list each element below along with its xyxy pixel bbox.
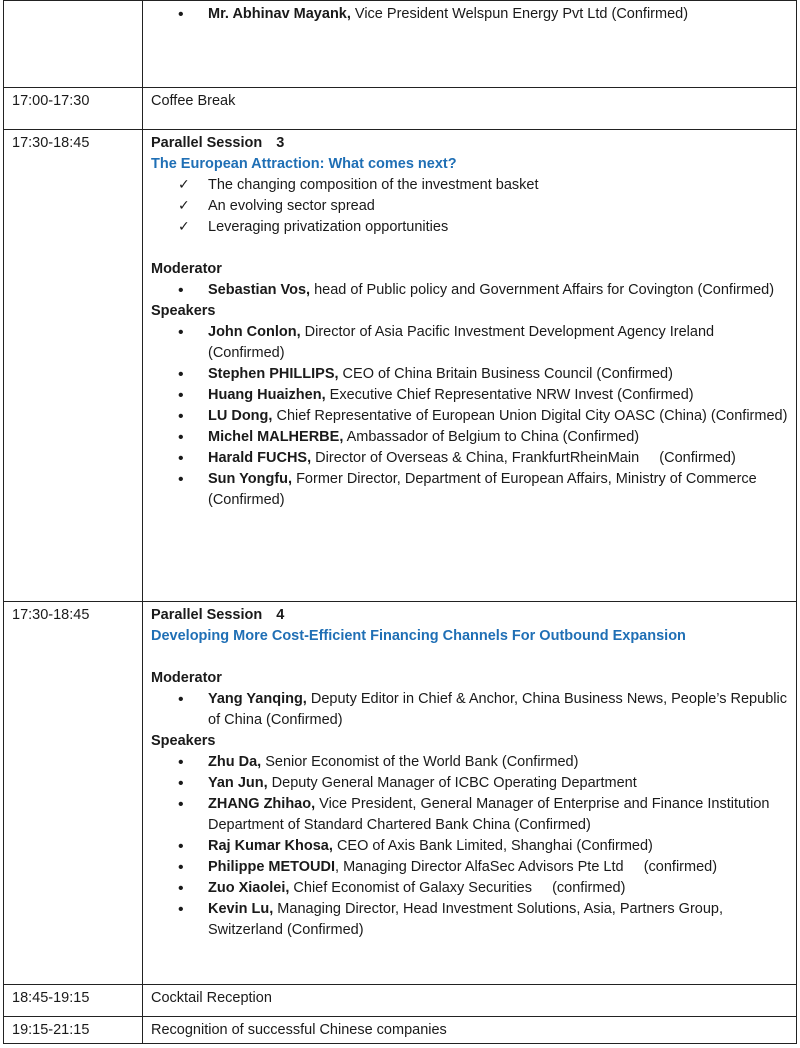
speaker-desc: Executive Chief Representative NRW Invest (Confirmed) — [329, 387, 694, 403]
agenda-row-session-3 — [4, 130, 797, 602]
speaker-name: Harald FUCHS, — [208, 450, 312, 466]
agenda-row-session-4 — [4, 602, 797, 985]
speaker-desc: Deputy Editor in Chief & Anchor, China Business News, People’s Republic of China (Confirmed) — [208, 691, 787, 728]
speaker-list — [151, 322, 790, 511]
time-cell — [4, 1, 143, 88]
speaker-name: Huang Huaizhen, — [208, 387, 326, 403]
speaker-desc: Senior Economist of the World Bank (Confirmed) — [265, 754, 579, 770]
session-text: Recognition of successful Chinese companies — [143, 1017, 797, 1044]
speaker-item — [151, 836, 790, 857]
speaker-name: Raj Kumar Khosa, — [208, 838, 333, 854]
speaker-name: LU Dong, — [208, 408, 273, 424]
topic-item: ✓ Leveraging privatization opportunities — [151, 217, 790, 238]
speakers-heading: Speakers — [151, 733, 216, 749]
speaker-desc: Vice President, General Manager of Enterprise and Finance Institution Department of Standard Chartered Bank China (Confirmed) — [208, 796, 770, 833]
agenda-row-cocktail — [4, 985, 797, 1017]
speaker-desc: Director of Overseas & China, FrankfurtRheinMain (Confirmed) — [315, 450, 736, 466]
speaker-name: John Conlon, — [208, 324, 301, 340]
moderator-list — [151, 280, 790, 301]
time-cell: 18:45-19:15 — [4, 985, 143, 1017]
speaker-item — [151, 857, 790, 878]
speaker-list — [151, 4, 790, 25]
speaker-desc: Former Director, Department of European Affairs, Ministry of Commerce (Confirmed) — [208, 471, 757, 508]
speaker-desc: Vice President Welspun Energy Pvt Ltd (Confirmed) — [354, 6, 689, 22]
speaker-name: Michel MALHERBE, — [208, 429, 344, 445]
session-heading — [151, 133, 790, 154]
content-cell — [143, 602, 797, 985]
speaker-name: Kevin Lu, — [208, 901, 274, 917]
speaker-name: Stephen PHILLIPS, — [208, 366, 339, 382]
speaker-name: Zhu Da, — [208, 754, 262, 770]
session-title: Developing More Cost-Efficient Financing Channels For Outbound Expansion — [151, 628, 686, 644]
speaker-item — [151, 406, 790, 427]
speaker-item — [151, 427, 790, 448]
speaker-item — [151, 364, 790, 385]
speakers-heading: Speakers — [151, 303, 216, 319]
speaker-desc: , Managing Director AlfaSec Advisors Pte Ltd (confirmed) — [335, 859, 718, 875]
time-cell: 19:15-21:15 — [4, 1017, 143, 1044]
speaker-desc: CEO of China Britain Business Council (Confirmed) — [342, 366, 673, 382]
topic-list — [151, 175, 790, 238]
speaker-item — [151, 899, 790, 941]
time-cell: 17:30-18:45 — [4, 602, 143, 985]
session-title: The European Attraction: What comes next? — [151, 156, 457, 172]
time-cell: 17:00-17:30 — [4, 88, 143, 130]
moderator-heading: Moderator — [151, 670, 222, 686]
speaker-desc: Chief Representative of European Union Digital City OASC (China) (Confirmed) — [276, 408, 788, 424]
moderator-heading: Moderator — [151, 261, 222, 277]
session-label: Parallel Session — [151, 607, 263, 623]
speaker-desc: head of Public policy and Government Affairs for Covington (Confirmed) — [314, 282, 775, 298]
agenda-table — [3, 0, 797, 1044]
session-number: 3 — [276, 135, 285, 151]
speaker-desc: Managing Director, Head Investment Solutions, Asia, Partners Group, Switzerland (Confirmed) — [208, 901, 723, 938]
speaker-name: ZHANG Zhihao, — [208, 796, 316, 812]
speaker-desc: Ambassador of Belgium to China (Confirmed) — [346, 429, 640, 445]
speaker-item — [151, 385, 790, 406]
speaker-desc: Deputy General Manager of ICBC Operating Department — [271, 775, 637, 791]
speaker-item — [151, 878, 790, 899]
speaker-item — [151, 752, 790, 773]
speaker-item — [151, 448, 790, 469]
speaker-item — [151, 773, 790, 794]
speaker-name: Yan Jun, — [208, 775, 268, 791]
session-text: Coffee Break — [143, 88, 797, 130]
time-cell: 17:30-18:45 — [4, 130, 143, 602]
agenda-row-recognition — [4, 1017, 797, 1044]
moderator-list — [151, 689, 790, 731]
speaker-item — [151, 322, 790, 364]
speaker-desc: Chief Economist of Galaxy Securities (confirmed) — [289, 880, 626, 896]
session-number: 4 — [276, 607, 285, 623]
content-cell — [143, 1, 797, 88]
topic-item: ✓ The changing composition of the investment basket — [151, 175, 790, 196]
speaker-name: Zuo Xiaolei, — [208, 880, 290, 896]
speaker-name: Sebastian Vos, — [208, 282, 311, 298]
speaker-name: Yang Yanqing, — [208, 691, 307, 707]
content-cell — [143, 130, 797, 602]
speaker-name: Philippe METOUDI — [208, 859, 336, 875]
speaker-desc: Director of Asia Pacific Investment Development Agency Ireland (Confirmed) — [208, 324, 715, 361]
topic-item: ✓ An evolving sector spread — [151, 196, 790, 217]
speaker-item — [151, 4, 790, 25]
session-heading — [151, 605, 790, 626]
agenda-row-continued — [4, 1, 797, 88]
speaker-item — [151, 469, 790, 511]
speaker-list — [151, 752, 790, 941]
moderator-item — [151, 689, 790, 731]
speaker-name: Mr. Abhinav Mayank, — [208, 6, 351, 22]
speaker-item — [151, 794, 790, 836]
speaker-desc: CEO of Axis Bank Limited, Shanghai (Confirmed) — [336, 838, 653, 854]
moderator-item — [151, 280, 790, 301]
session-label: Parallel Session — [151, 135, 263, 151]
session-text: Cocktail Reception — [143, 985, 797, 1017]
agenda-row-coffee — [4, 88, 797, 130]
speaker-name: Sun Yongfu, — [208, 471, 293, 487]
